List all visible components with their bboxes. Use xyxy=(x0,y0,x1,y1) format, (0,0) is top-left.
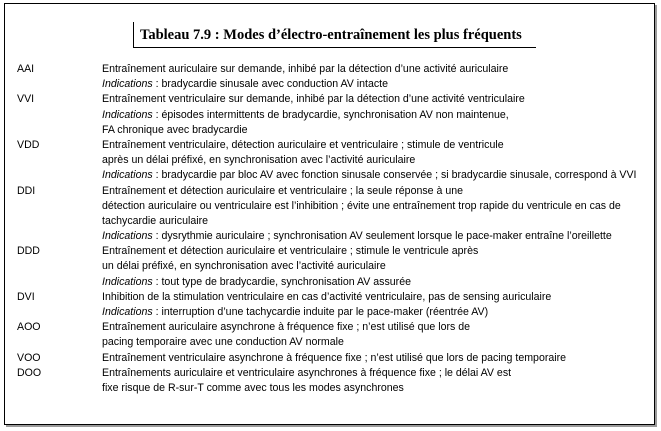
description-line: détection auriculaire ou ventriculaire est l’inhibition ; évite une entraînement trop rapide du ventricule en cas de xyxy=(102,199,621,212)
modes-list xyxy=(5,62,656,396)
indications-line xyxy=(102,275,656,290)
mode-code: DDD xyxy=(17,245,40,258)
mode-row-vdd xyxy=(5,138,656,184)
mode-row-vvi xyxy=(5,92,656,138)
mode-row-aoo xyxy=(5,320,656,350)
indications-label: Indications xyxy=(102,108,153,121)
mode-description xyxy=(102,320,656,350)
mode-row-ddi xyxy=(5,184,656,245)
mode-code: AAI xyxy=(17,63,35,75)
mode-code: DDI xyxy=(17,184,36,197)
mode-description xyxy=(102,290,656,320)
indications-text: : épisodes intermittents de bradycardie, synchronisation AV non maintenue, xyxy=(152,108,509,121)
indications-line xyxy=(102,229,656,244)
mode-code: DVI xyxy=(17,290,35,303)
indications-text: : interruption d’une tachycardie induite par le pace-maker (réentrée AV) xyxy=(152,306,489,318)
description-line: Entraînement et détection auriculaire et ventriculaire ; stimule le ventricule après xyxy=(102,245,479,258)
description-line: Entraînement ventriculaire asynchrone à fréquence fixe ; n’est utilisé que lors de pacing temporaire xyxy=(102,351,567,364)
indications-label: Indications xyxy=(102,169,153,182)
description-line: pacing temporaire avec une conduction AV normale xyxy=(102,336,344,349)
description-line: après un délai préfixé, en synchronisation avec l’activité auriculaire xyxy=(102,154,416,167)
mode-code: DOO xyxy=(17,366,42,379)
mode-code: AOO xyxy=(17,321,41,334)
description-line: Entraînement et détection auriculaire et ventriculaire ; la seule réponse à une xyxy=(102,184,463,197)
indications-label: Indications xyxy=(102,306,153,318)
mode-description xyxy=(102,184,656,245)
mode-row-ddd xyxy=(5,244,656,290)
description-line: fixe risque de R-sur-T comme avec tous les modes asynchrones xyxy=(102,381,404,394)
mode-description xyxy=(102,62,656,92)
indications-text: : tout type de bradycardie, synchronisation AV assurée xyxy=(152,275,411,288)
description-line: FA chronique avec bradycardie xyxy=(102,123,248,136)
indications-label: Indications xyxy=(102,78,153,91)
indications-line xyxy=(102,77,656,92)
mode-description xyxy=(102,138,656,184)
table-caption: Tableau 7.9 : Modes d’électro-entraînement les plus fréquents xyxy=(133,22,536,48)
description-line: Entraînements auriculaire et ventriculaire asynchrones à fréquence fixe ; le délai AV est xyxy=(102,366,512,379)
indications-line xyxy=(102,168,656,183)
description-line: tachycardie auriculaire xyxy=(102,214,208,227)
description-line: Entraînement ventriculaire, détection auriculaire et ventriculaire ; stimule de ventricule xyxy=(102,138,504,151)
indications-label: Indications xyxy=(102,230,153,243)
indications-label: Indications xyxy=(102,275,153,288)
mode-description xyxy=(102,92,656,138)
indications-text: : dysrythmie auriculaire ; synchronisation AV seulement lorsque le pace-maker entraîne l’oreillette xyxy=(152,230,612,243)
indications-text: : bradycardie par bloc AV avec fonction sinusale conservée ; si bradycardie sinusale, correspond à VVI xyxy=(152,169,637,182)
mode-code: VVI xyxy=(17,93,35,106)
mode-description xyxy=(102,244,656,290)
mode-description xyxy=(102,351,656,366)
description-line: Entraînement auriculaire sur demande, inhibé par la détection d’une activité auriculaire xyxy=(102,63,509,75)
mode-row-doo xyxy=(5,366,656,396)
mode-code: VDD xyxy=(17,138,40,151)
description-line: Entraînement ventriculaire sur demande, inhibé par la détection d’une activité ventriculaire xyxy=(102,93,525,106)
mode-row-voo xyxy=(5,351,656,366)
mode-row-dvi xyxy=(5,290,656,320)
mode-description xyxy=(102,366,656,396)
mode-code: VOO xyxy=(17,351,41,364)
modes-table xyxy=(4,3,655,425)
description-line: Entraînement auriculaire asynchrone à fréquence fixe ; n’est utilisé que lors de xyxy=(102,321,471,334)
indications-text: : bradycardie sinusale avec conduction AV intacte xyxy=(152,78,389,91)
indications-line xyxy=(102,305,656,320)
description-line: Inhibition de la stimulation ventriculaire en cas d’activité ventriculaire, pas de sensing auriculaire xyxy=(102,290,552,303)
description-line: un délai préfixé, en synchronisation avec l’activité auriculaire xyxy=(102,260,386,273)
indications-line xyxy=(102,108,656,123)
mode-row-aai xyxy=(5,62,656,92)
